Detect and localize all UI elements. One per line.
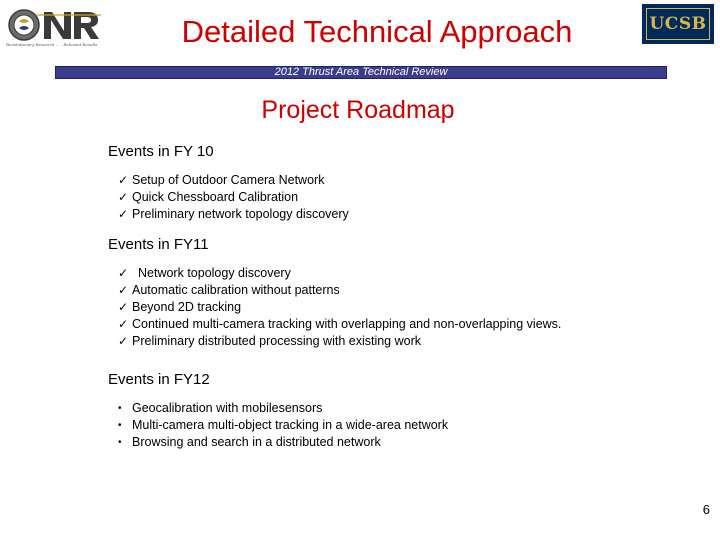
list-item: • Multi-camera multi-object tracking in a wide-area network [118, 418, 449, 432]
list-item: • Geocalibration with mobilesensors [118, 401, 323, 415]
checkmark-icon: ✓ [118, 266, 129, 280]
bullet-icon: • [118, 437, 122, 448]
checkmark-icon: ✓ [118, 283, 129, 297]
page-number: 6 [702, 502, 710, 517]
checkmark-icon: ✓ [118, 317, 129, 331]
ucsb-logo-text: UCSB [646, 8, 710, 40]
checkmark-icon: ✓ [118, 300, 129, 314]
bullet-icon: • [118, 403, 122, 414]
fy12-list [118, 400, 448, 451]
list-item: • Browsing and search in a distributed network [118, 435, 381, 449]
list-item: ✓ Setup of Outdoor Camera Network [118, 173, 325, 187]
checkmark-icon: ✓ [118, 207, 129, 221]
fy10-list [118, 172, 349, 223]
fy12-heading: Events in FY12 [108, 371, 210, 388]
ucsb-logo-icon [642, 4, 714, 44]
checkmark-icon: ✓ [118, 173, 129, 187]
list-item: ✓ Continued multi-camera tracking with overlapping and non-overlapping views. [118, 317, 562, 331]
checkmark-icon: ✓ [118, 190, 129, 204]
list-item: ✓ Automatic calibration without patterns [118, 283, 340, 297]
list-item: ✓ Quick Chessboard Calibration [118, 190, 299, 204]
page-title: Detailed Technical Approach [181, 14, 573, 49]
review-banner [55, 66, 667, 79]
fy11-list [118, 265, 561, 350]
banner-text: 2012 Thrust Area Technical Review [274, 66, 448, 78]
list-item: ✓ Preliminary distributed processing with existing work [118, 334, 422, 348]
bullet-icon: • [118, 420, 122, 431]
section-subtitle: Project Roadmap [261, 96, 455, 124]
list-item: ✓ Beyond 2D tracking [118, 300, 242, 314]
list-item: ✓ Network topology discovery [118, 266, 291, 280]
fy10-heading: Events in FY 10 [108, 143, 214, 160]
onr-tagline: Revolutionary Research . . . Relevant Results [6, 42, 98, 47]
checkmark-icon: ✓ [118, 334, 129, 348]
onr-logo-icon [6, 6, 102, 44]
fy11-heading: Events in FY11 [108, 236, 209, 253]
list-item: ✓ Preliminary network topology discovery [118, 207, 349, 221]
